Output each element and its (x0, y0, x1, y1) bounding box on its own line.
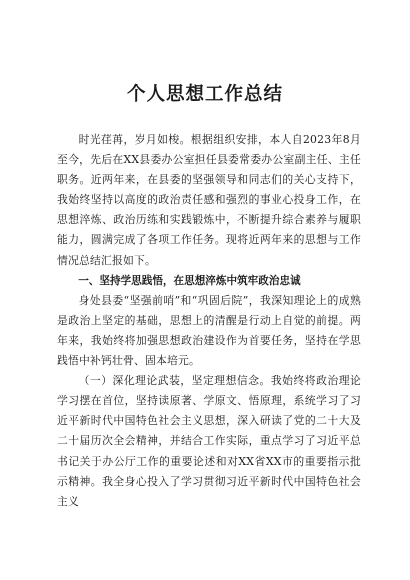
subsection-paragraph: （一）深化理论武装，坚定理想信念。我始终将政治理论学习摆在首位，坚持读原著、学原文、悟原理，系统学习了习近平新时代中国特色社会主义思想，深入研读了党的二十大及二十届历次全会精神，并结合工作实际，重点学习了习近平总书记关于办公厅工作的重要论述和对XX省XX市的重要指示批示精神。我全身心投入了学习贯彻习近平新时代中国特色社会主义 (57, 374, 361, 508)
section-heading: 一、坚持学思践悟，在思想淬炼中筑牢政治忠诚 (78, 274, 301, 287)
document-body (57, 130, 361, 512)
document-title: 个人思想工作总结 (126, 84, 283, 105)
section-intro-paragraph: 身处县委“坚强前哨”和“巩固后院”，我深知理论上的成熟是政治上坚定的基础，思想上的清醒是行动上自觉的前提。两年来，我始终将加强思想政治建设作为首要任务，坚持在学思践悟中补钙壮骨、固本培元。 (57, 293, 361, 368)
intro-paragraph: 时光荏苒，岁月如梭。根据组织安排，本人自2023年8月至今，先后在XX县委办公室担任县委常委办公室副主任、主任职务。近两年来，在县委的坚强领导和同志们的关心支持下，我始终坚持以高度的政治责任感和强烈的事业心投身工作，在思想淬炼、政治历练和实践锻炼中，不断提升综合素养与履职能力，圆满完成了各项工作任务。现将近两年来的思想与工作情况总结汇报如下。 (57, 133, 361, 267)
